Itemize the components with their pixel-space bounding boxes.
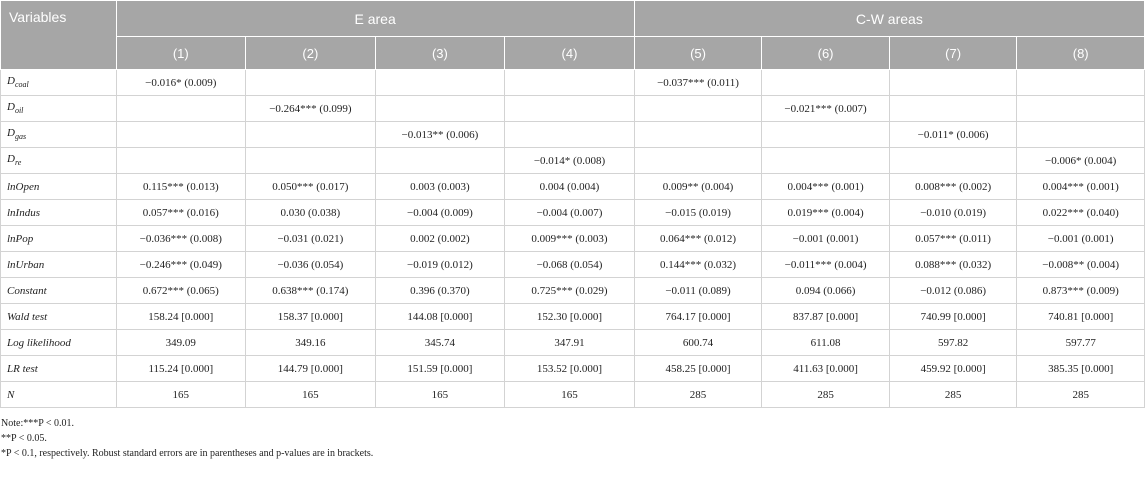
table-cell: 285 [889, 382, 1017, 408]
table-cell [889, 70, 1017, 96]
table-cell: 0.057*** (0.016) [116, 200, 246, 226]
variable-subscript: oil [14, 106, 24, 116]
table-row [1, 148, 1145, 174]
table-row [1, 330, 1145, 356]
table-cell [116, 148, 246, 174]
column-header-8: (8) [1017, 37, 1145, 70]
table-cell [634, 148, 762, 174]
table-cell: −0.004 (0.009) [375, 200, 505, 226]
table-cell: −0.001 (0.001) [1017, 226, 1145, 252]
table-cell: −0.013** (0.006) [375, 122, 505, 148]
table-cell [246, 148, 376, 174]
table-cell: −0.015 (0.019) [634, 200, 762, 226]
variable-label [1, 174, 117, 200]
variable-subscript: re [14, 158, 22, 168]
table-cell: 0.094 (0.066) [762, 278, 890, 304]
table-cell [634, 122, 762, 148]
column-header-5: (5) [634, 37, 762, 70]
table-cell: −0.037*** (0.011) [634, 70, 762, 96]
table-row [1, 278, 1145, 304]
table-cell: −0.036*** (0.008) [116, 226, 246, 252]
variable-label [1, 382, 117, 408]
table-cell [889, 96, 1017, 122]
variable-name: Wald test [7, 310, 48, 323]
table-cell: 740.81 [0.000] [1017, 304, 1145, 330]
column-header-3: (3) [375, 37, 505, 70]
table-cell: 165 [116, 382, 246, 408]
table-cell: 0.144*** (0.032) [634, 252, 762, 278]
table-cell: 0.004*** (0.001) [1017, 174, 1145, 200]
table-cell: 285 [762, 382, 890, 408]
table-cell: 458.25 [0.000] [634, 356, 762, 382]
table-cell: −0.031 (0.021) [246, 226, 376, 252]
table-cell: 0.064*** (0.012) [634, 226, 762, 252]
table-cell: 349.16 [246, 330, 376, 356]
note-line-3: *P < 0.1, respectively. Robust standard errors are in parentheses and p-values are in brackets. [1, 448, 374, 459]
table-cell: 0.009** (0.004) [634, 174, 762, 200]
table-cell: −0.011*** (0.004) [762, 252, 890, 278]
table-cell: 158.24 [0.000] [116, 304, 246, 330]
table-cell: 611.08 [762, 330, 890, 356]
table-row [1, 382, 1145, 408]
note-line-2: **P < 0.05. [1, 433, 47, 444]
table-cell: 0.002 (0.002) [375, 226, 505, 252]
table-cell: 152.30 [0.000] [505, 304, 635, 330]
table-cell: 347.91 [505, 330, 635, 356]
variable-name: Log likelihood [7, 336, 71, 349]
variable-label [1, 96, 117, 122]
table-cell [246, 70, 376, 96]
variable-subscript: coal [14, 80, 29, 90]
variable-label [1, 148, 117, 174]
table-cell [889, 148, 1017, 174]
table-cell: −0.036 (0.054) [246, 252, 376, 278]
table-cell: 165 [375, 382, 505, 408]
column-header-2: (2) [246, 37, 376, 70]
table-cell: −0.008** (0.004) [1017, 252, 1145, 278]
table-cell: 0.725*** (0.029) [505, 278, 635, 304]
variables-header: Variables [1, 1, 117, 70]
table-cell: 600.74 [634, 330, 762, 356]
column-number-row [1, 37, 1145, 70]
table-cell [1017, 122, 1145, 148]
table-cell: 144.79 [0.000] [246, 356, 376, 382]
table-cell: −0.004 (0.007) [505, 200, 635, 226]
table-cell: −0.011 (0.089) [634, 278, 762, 304]
table-cell [762, 148, 890, 174]
table-body [1, 70, 1145, 408]
variable-name: D [7, 127, 15, 140]
column-header-7: (7) [889, 37, 1017, 70]
table-row [1, 226, 1145, 252]
table-cell: 411.63 [0.000] [762, 356, 890, 382]
variable-label [1, 200, 117, 226]
table-cell [116, 96, 246, 122]
table-cell [505, 122, 635, 148]
e-area-header: E area [116, 1, 634, 37]
table-cell [505, 96, 635, 122]
table-cell: 0.115*** (0.013) [116, 174, 246, 200]
table-cell [246, 122, 376, 148]
table-cell [762, 122, 890, 148]
table-cell: 349.09 [116, 330, 246, 356]
table-cell [116, 122, 246, 148]
table-cell: −0.010 (0.019) [889, 200, 1017, 226]
table-cell [375, 70, 505, 96]
variable-name: N [7, 388, 15, 401]
table-cell: 285 [1017, 382, 1145, 408]
variable-label [1, 356, 117, 382]
table-cell: 153.52 [0.000] [505, 356, 635, 382]
table-cell: 0.009*** (0.003) [505, 226, 635, 252]
table-cell: 0.088*** (0.032) [889, 252, 1017, 278]
table-cell: 144.08 [0.000] [375, 304, 505, 330]
table-cell: 0.004*** (0.001) [762, 174, 890, 200]
variable-name: D [7, 75, 15, 88]
table-row [1, 252, 1145, 278]
table-cell: −0.001 (0.001) [762, 226, 890, 252]
table-cell: 0.638*** (0.174) [246, 278, 376, 304]
table-cell: 837.87 [0.000] [762, 304, 890, 330]
table-cell: 0.672*** (0.065) [116, 278, 246, 304]
table-cell: −0.011* (0.006) [889, 122, 1017, 148]
variable-subscript: gas [14, 132, 27, 142]
table-row [1, 304, 1145, 330]
table-row [1, 174, 1145, 200]
variable-name: lnUrban [7, 258, 45, 271]
table-cell: 115.24 [0.000] [116, 356, 246, 382]
table-row [1, 96, 1145, 122]
variable-label [1, 278, 117, 304]
table-cell: 597.77 [1017, 330, 1145, 356]
table-notes [0, 416, 1145, 461]
table-cell: 0.019*** (0.004) [762, 200, 890, 226]
variable-label [1, 122, 117, 148]
column-header-4: (4) [505, 37, 635, 70]
table-row [1, 122, 1145, 148]
table-cell [375, 96, 505, 122]
table-cell: 158.37 [0.000] [246, 304, 376, 330]
variable-label [1, 304, 117, 330]
table-cell: −0.012 (0.086) [889, 278, 1017, 304]
table-cell: 345.74 [375, 330, 505, 356]
table-cell: −0.016* (0.009) [116, 70, 246, 96]
variable-name: lnIndus [7, 206, 40, 219]
table-cell: 165 [246, 382, 376, 408]
table-cell: −0.246*** (0.049) [116, 252, 246, 278]
table-cell: 285 [634, 382, 762, 408]
variable-name: lnPop [7, 232, 34, 245]
variable-name: LR test [7, 362, 38, 375]
variable-name: lnOpen [7, 180, 40, 193]
table-header [1, 1, 1145, 70]
variable-name: D [7, 101, 15, 114]
table-cell: 165 [505, 382, 635, 408]
table-cell: 0.030 (0.038) [246, 200, 376, 226]
table-cell: 597.82 [889, 330, 1017, 356]
table-cell: 0.050*** (0.017) [246, 174, 376, 200]
variable-label [1, 330, 117, 356]
table-cell: 151.59 [0.000] [375, 356, 505, 382]
table-cell: 0.003 (0.003) [375, 174, 505, 200]
table-cell [1017, 96, 1145, 122]
table-cell: −0.021*** (0.007) [762, 96, 890, 122]
table-row [1, 70, 1145, 96]
table-cell: −0.006* (0.004) [1017, 148, 1145, 174]
column-header-6: (6) [762, 37, 890, 70]
table-cell: 0.873*** (0.009) [1017, 278, 1145, 304]
table-cell: 0.004 (0.004) [505, 174, 635, 200]
variable-name: D [7, 153, 15, 166]
variable-label [1, 252, 117, 278]
table-cell [762, 70, 890, 96]
table-cell: 0.022*** (0.040) [1017, 200, 1145, 226]
table-row [1, 200, 1145, 226]
table-cell: 0.057*** (0.011) [889, 226, 1017, 252]
variable-label [1, 70, 117, 96]
table-cell: −0.014* (0.008) [505, 148, 635, 174]
cw-areas-header: C-W areas [634, 1, 1144, 37]
note-line-1: Note:***P < 0.01. [1, 418, 75, 429]
table-cell: −0.019 (0.012) [375, 252, 505, 278]
column-header-1: (1) [116, 37, 246, 70]
table-row [1, 356, 1145, 382]
table-cell: 459.92 [0.000] [889, 356, 1017, 382]
table-cell [505, 70, 635, 96]
table-cell: 385.35 [0.000] [1017, 356, 1145, 382]
table-cell [634, 96, 762, 122]
table-cell: 764.17 [0.000] [634, 304, 762, 330]
table-cell: −0.264*** (0.099) [246, 96, 376, 122]
table-cell: 740.99 [0.000] [889, 304, 1017, 330]
table-cell [1017, 70, 1145, 96]
table-cell: 0.396 (0.370) [375, 278, 505, 304]
table-cell: −0.068 (0.054) [505, 252, 635, 278]
variable-name: Constant [7, 284, 47, 297]
table-cell [375, 148, 505, 174]
variable-label [1, 226, 117, 252]
table-cell: 0.008*** (0.002) [889, 174, 1017, 200]
